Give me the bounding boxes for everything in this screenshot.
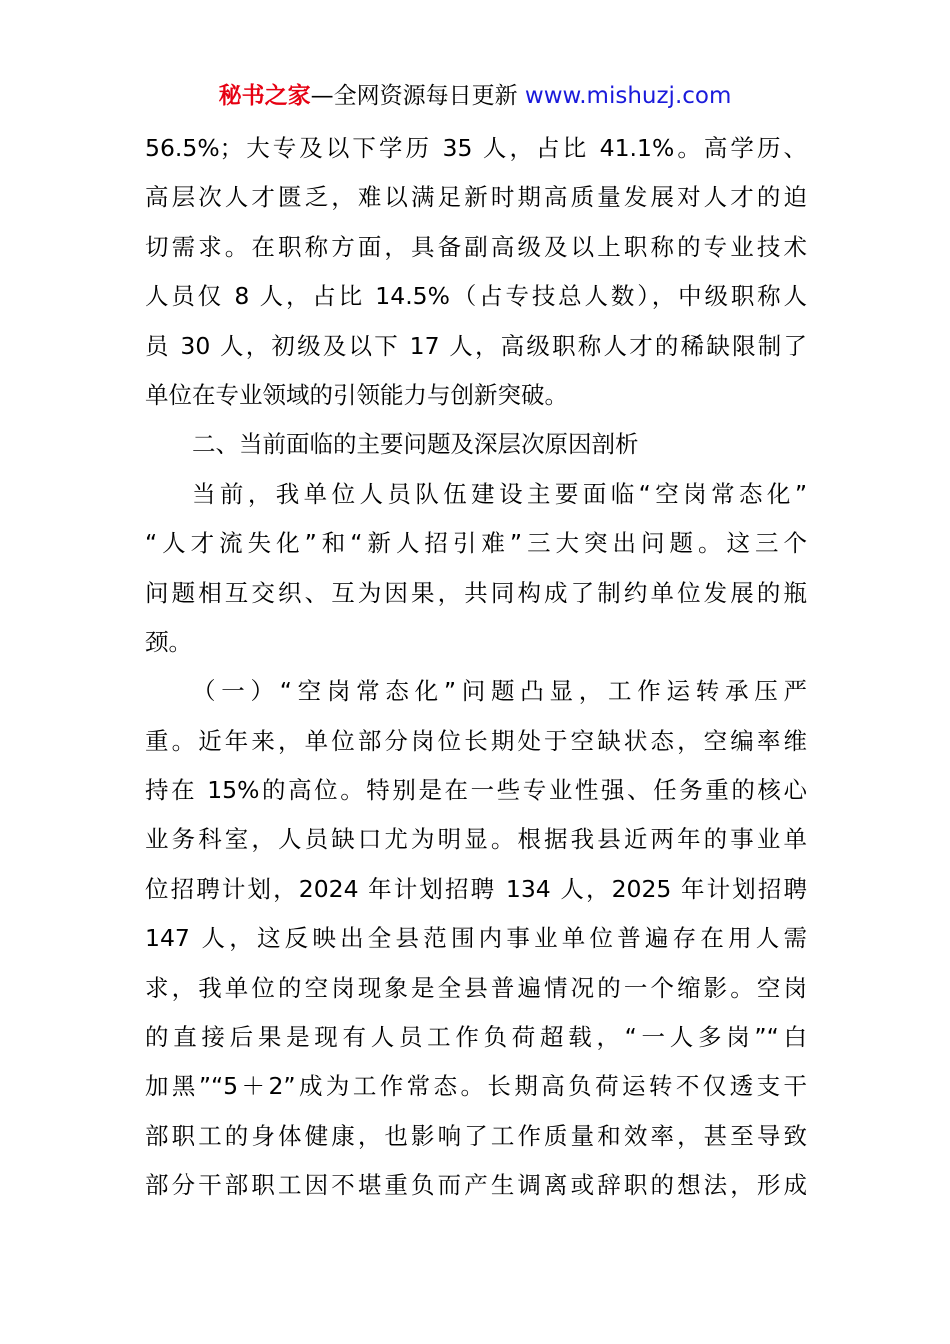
text-line: 业务科室，人员缺口尤为明显。根据我县近两年的事业单: [145, 825, 807, 854]
brand-name: 秘书之家: [218, 83, 311, 109]
text-line: 位招聘计划，2024 年计划招聘 134 人，2025 年计划招聘: [145, 874, 807, 903]
text-line: 56.5%；大专及以下学历 35 人，占比 41.1%。高学历、: [145, 134, 807, 162]
text-line: 重。近年来，单位部分岗位长期处于空缺状态，空编率维: [145, 726, 807, 755]
document-body: [145, 124, 807, 1211]
text-line: 的直接后果是现有人员工作负荷超载，“一人多岗”“白: [145, 1023, 807, 1052]
text-line: 部分干部职工因不堪重负而产生调离或辞职的想法，形成: [145, 1171, 807, 1200]
site-url-link[interactable]: www.mishuzj.com: [524, 83, 732, 109]
text-line: 147 人，这反映出全县范围内事业单位普遍存在用人需: [145, 924, 807, 953]
section-heading: 二、当前面临的主要问题及深层次原因剖析: [192, 430, 639, 459]
header-tagline: —全网资源每日更新: [310, 83, 525, 109]
text-line: 高层次人才匮乏，难以满足新时期高质量发展对人才的迫: [145, 183, 807, 212]
text-line: 持在 15%的高位。特别是在一些专业性强、任务重的核心: [145, 776, 807, 805]
text-line: 部职工的身体健康，也影响了工作质量和效率，甚至导致: [145, 1121, 807, 1150]
page-header: [0, 78, 950, 114]
subsection-heading: （一）“空岗常态化”问题凸显，工作运转承压严: [192, 677, 807, 706]
text-line: 员 30 人，初级及以下 17 人，高级职称人才的稀缺限制了: [145, 331, 807, 360]
text-line: 单位在专业领域的引领能力与创新突破。: [145, 380, 568, 409]
text-line: “人才流失化”和“新人招引难”三大突出问题。这三个: [145, 529, 807, 558]
text-line: 人员仅 8 人，占比 14.5%（占专技总人数），中级职称人: [145, 282, 807, 311]
text-line: 求，我单位的空岗现象是全县普遍情况的一个缩影。空岗: [145, 973, 807, 1002]
text-line: 加黑”“5＋2”成为工作常态。长期高负荷运转不仅透支干: [145, 1072, 807, 1101]
text-line: 当前，我单位人员队伍建设主要面临“空岗常态化”: [192, 479, 807, 508]
text-line: 颈。: [145, 627, 192, 656]
text-line: 问题相互交织、互为因果，共同构成了制约单位发展的瓶: [145, 578, 807, 607]
text-line: 切需求。在职称方面，具备副高级及以上职称的专业技术: [145, 232, 807, 261]
